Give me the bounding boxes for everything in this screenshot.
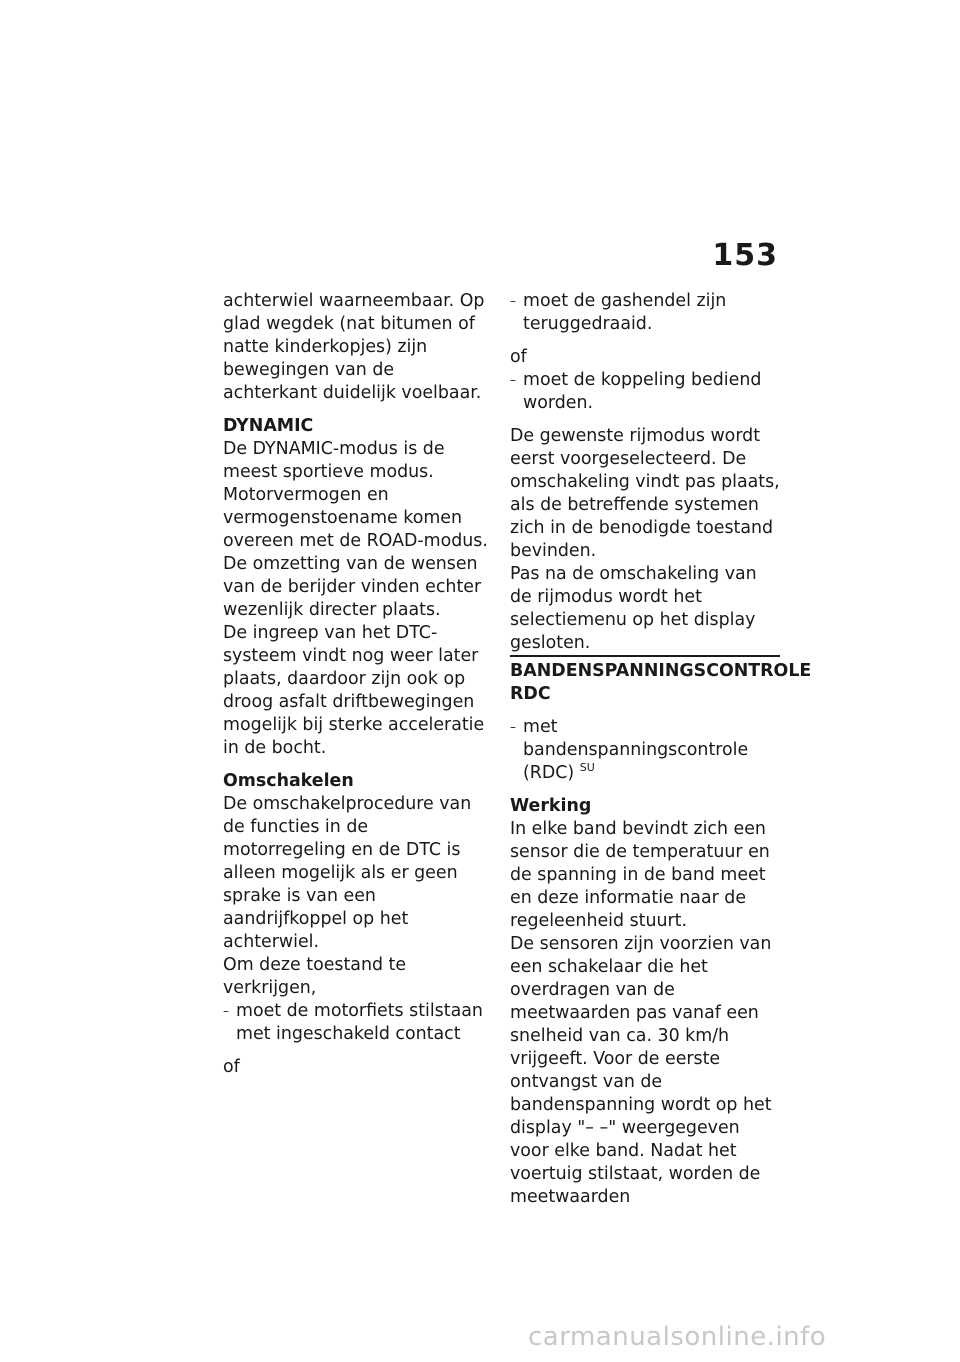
list-item: [510, 716, 780, 785]
watermark: carmanualsonline.info: [528, 1322, 827, 1352]
right-column: [510, 290, 812, 1209]
switch-heading: Omschakelen: [223, 771, 354, 791]
dash-bullet: –: [223, 1004, 229, 1018]
list-item: [510, 369, 780, 415]
dynamic-heading: DYNAMIC: [223, 416, 314, 436]
list-item-text: [523, 716, 780, 785]
dynamic-paragraph-1: De DYNAMIC-modus is de meest sportieve modus.: [223, 439, 445, 482]
mode-paragraph-1: De gewenste rijmodus wordt eerst voorgeselecteerd. De omschakeling vindt pas plaats, als de betreffende systemen zich in de benodigde toestand bevinden.: [510, 426, 780, 561]
dash-bullet: –: [510, 720, 516, 734]
dash-bullet: –: [510, 294, 516, 308]
dash-bullet: –: [510, 373, 516, 387]
list-item-text: moet de gashendel zijn teruggedraaid.: [523, 291, 727, 334]
list-item-text: moet de koppeling bediend worden.: [523, 370, 762, 413]
switch-paragraph-2: Om deze toestand te verkrijgen,: [223, 955, 407, 998]
left-column: [223, 290, 493, 1079]
werking-heading: Werking: [510, 796, 592, 816]
option-superscript: SU: [579, 761, 595, 775]
list-item: [223, 1000, 493, 1046]
rdc-item-text: met bandenspanningscontrole (RDC): [523, 717, 749, 783]
rdc-section-heading: BANDENSPANNINGSCONTROLE RDC: [510, 655, 780, 706]
page-number: 153: [712, 238, 778, 273]
werking-paragraph-2: De sensoren zijn voorzien van een schakelaar die het overdragen van de meetwaarden pas vanaf een snelheid van ca. 30 km/h vrijgeeft. Voor de eerste ontvangst van de bandenspanning wordt op het display "– –" weergegeven voor elke band. Nadat het voertuig stilstaat, worden de meetwaarden: [510, 934, 772, 1207]
or-connector: of: [510, 347, 527, 367]
mode-paragraph-2: Pas na de omschakeling van de rijmodus wordt het selectiemenu op het display gesloten.: [510, 564, 757, 653]
dynamic-paragraph-3: De ingreep van het DTC-systeem vindt nog weer later plaats, daardoor zijn ook op droog asfalt driftbewegingen mogelijk bij sterke acceleratie in de bocht.: [223, 623, 485, 758]
werking-paragraph-1: In elke band bevindt zich een sensor die de temperatuur en de spanning in de band meet en deze informatie naar de regeleenheid stuurt.: [510, 819, 770, 931]
switch-paragraph-1: De omschakelprocedure van de functies in de motorregeling en de DTC is alleen mogelijk als er geen sprake is van een aandrijfkoppel op het achterwiel.: [223, 794, 472, 952]
list-item: [510, 290, 780, 336]
list-item-text: moet de motorfiets stilstaan met ingeschakeld contact: [236, 1001, 483, 1044]
intro-paragraph: achterwiel waarneembaar. Op glad wegdek (nat bitumen of natte kinderkopjes) zijn bewegingen van de achterkant duidelijk voelbaar.: [223, 291, 485, 403]
dynamic-paragraph-2: Motorvermogen en vermogenstoename komen overeen met de ROAD-modus. De omzetting van de wensen van de berijder vinden echter wezenlijk directer plaats.: [223, 485, 488, 620]
or-connector: of: [223, 1057, 240, 1077]
